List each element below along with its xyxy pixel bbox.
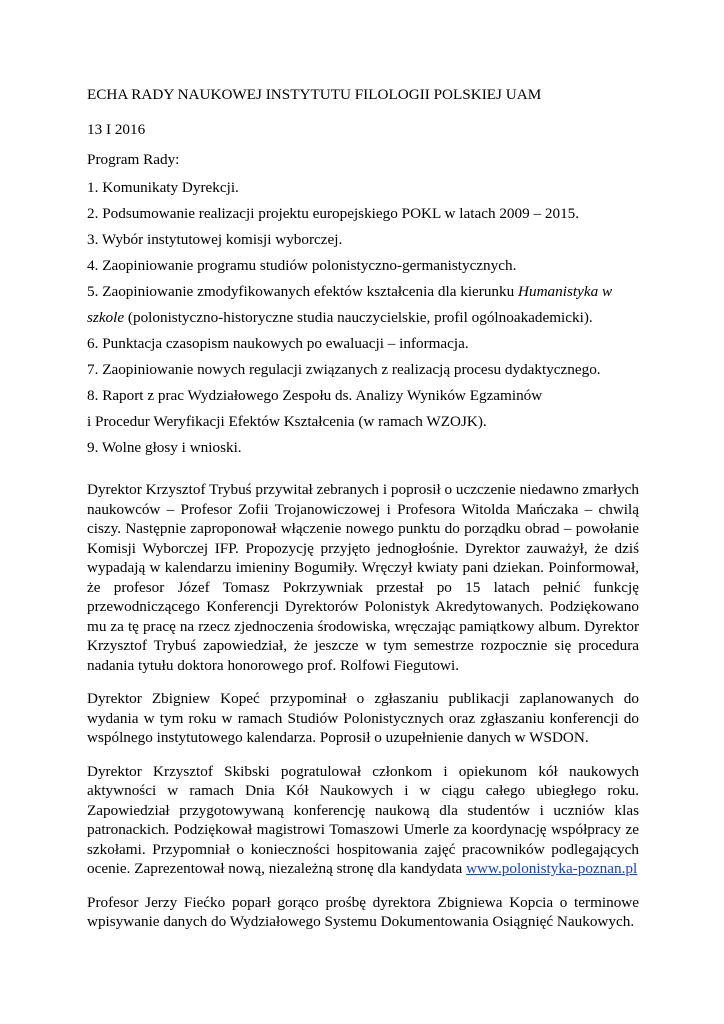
paragraph-4: Profesor Jerzy Fiećko poparł gorąco prośbę dyrektora Zbigniewa Kopcia o terminowe wpisywanie danych do Wydziałowego Systemu Dokumentowania Osiągnięć Naukowych. (87, 893, 639, 930)
paragraph-3-text: Dyrektor Krzysztof Skibski pogratulował członkom i opiekunom kół naukowych aktywności w ramach Dnia Kół Naukowych i w ciągu całego ubiegłego roku. Zapowiedział przygotowywaną konferencję naukową dla studentów i uczniów klas patronackich. Podziękował magistrowi Tomaszowi Umerle za koordynację współpracy ze szkołami. Przypomniał o konieczności hospitowania zajęć pracowników podlegających ocenie. Zaprezentował nową, niezależną stronę dla kandydata (87, 762, 639, 877)
agenda-item-6: 6. Punktacja czasopism naukowych po ewaluacji – informacja. (87, 335, 469, 352)
agenda-item-5-line2 (87, 305, 647, 331)
agenda-item-5-text: 5. Zaopiniowanie zmodyfikowanych efektów kształcenia dla kierunku (87, 283, 519, 300)
agenda-item-5-italic-2: szkole (87, 309, 125, 326)
agenda-item-4: 4. Zaopiniowanie programu studiów polonistyczno-germanistycznych. (87, 257, 517, 274)
agenda-title: Program Rady: (87, 151, 180, 168)
meeting-date: 13 I 2016 (87, 121, 146, 138)
paragraph-1: Dyrektor Krzysztof Trybuś przywitał zebranych i poprosił o uczczenie niedawno zmarłych naukowców – Profesor Zofii Trojanowiczowej i Profesora Witolda Mańczaka – chwilą ciszy. Następnie zaproponował włączenie nowego punktu do porządku obrad – powołanie Komisji Wyborczej IFP. Propozycję przyjęto jednogłośnie. Dyrektor zauważył, że dziś wypadają w kalendarzu imieniny Bogumiły. Wręczył kwiaty pani dziekan. Poinformował, że profesor Józef Tomasz Pokrzywniak przestał po 15 latach pełnić funkcję przewodniczącego Konferencji Dyrektorów Polonistyk Akredytowanych. Podziękowano mu za tę pracę na rzecz zjednoczenia środowiska, wręczając pamiątkowy album. Dyrektor Krzysztof Trybuś zapowiedział, że jeszcze w tym semestrze rozpocznie się procedura nadania tytułu doktora honorowego prof. Rolfowi Fiegutowi. (87, 481, 639, 674)
agenda-item-9: 9. Wolne głosy i wnioski. (87, 439, 242, 456)
agenda-item-5-line1 (87, 279, 647, 305)
document-heading: ECHA RADY NAUKOWEJ INSTYTUTU FILOLOGII POLSKIEJ UAM (87, 86, 542, 103)
agenda-item-7: 7. Zaopiniowanie nowych regulacji związanych z realizacją procesu dydaktycznego. (87, 361, 601, 378)
paragraph-3 (87, 762, 639, 879)
agenda-item-2: 2. Podsumowanie realizacji projektu europejskiego POKL w latach 2009 – 2015. (87, 205, 580, 222)
agenda-item-8-line1: 8. Raport z prac Wydziałowego Zespołu ds. Analizy Wyników Egzaminów (87, 387, 543, 404)
polonistyka-website-link[interactable]: www.polonistyka-poznan.pl (466, 860, 638, 877)
agenda-list (87, 175, 647, 461)
agenda-item-3: 3. Wybór instytutowej komisji wyborczej. (87, 231, 343, 248)
agenda-item-8-line2: i Procedur Weryfikacji Efektów Kształcenia (w ramach WZOJK). (87, 413, 487, 430)
minutes-body (87, 480, 639, 946)
paragraph-2: Dyrektor Zbigniew Kopeć przypominał o zgłaszaniu publikacji zaplanowanych do wydania w tym roku w ramach Studiów Polonistycznych oraz zgłaszaniu konferencji do wspólnego instytutowego kalendarza. Poprosił o uzupełnienie danych w WSDON. (87, 690, 639, 746)
agenda-item-5-text-2: (polonistyczno-historyczne studia nauczycielskie, profil ogólnoakademicki). (124, 309, 593, 326)
agenda-item-5-italic-1: Humanistyka w (518, 283, 613, 300)
agenda-item-1: 1. Komunikaty Dyrekcji. (87, 179, 239, 196)
